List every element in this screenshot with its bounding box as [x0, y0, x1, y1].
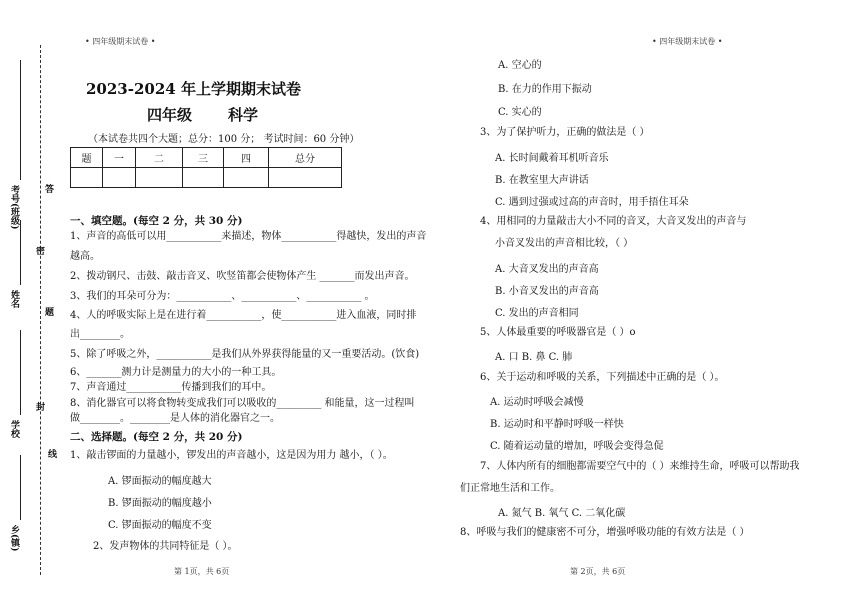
choice-options-7[interactable]: A. 氮气 B. 氧气 C. 二氧化碳 — [498, 508, 626, 519]
page-header-right: • 四年级期末试卷 • — [652, 37, 723, 46]
fill-question: 2、拨动钢尺、击鼓、敲击音叉、吹竖笛都会使物体产生 _______而发出声音。 — [70, 271, 415, 282]
choice-option[interactable]: B. 运动时和平静时呼吸一样快 — [490, 419, 624, 430]
binding-label-exam-no: 考号(班级) — [9, 185, 19, 230]
fill-question: 4、人的呼吸实际上是在进行着___________，使___________进入血液，同时排 — [70, 310, 417, 321]
binding-mark-da: 答 — [45, 185, 55, 195]
choice-question-3: 3、为了保护听力，正确的做法是（ ） — [480, 127, 650, 138]
fill-question: 7、声音通过___________传播到我们的耳中。 — [70, 382, 272, 393]
binding-label-town: 乡(镇) — [9, 525, 19, 552]
binding-mark-xian: 线 — [48, 450, 58, 460]
score-header-2: 二 — [136, 148, 183, 168]
choice-question-4-cont: 小音叉发出的声音相比较，（ ） — [495, 238, 634, 249]
choice-option[interactable]: B. 小音叉发出的声音高 — [495, 286, 599, 297]
choice-question-2: 2、发声物体的共同特征是（ ）。 — [93, 541, 238, 552]
choice-question-5: 5、人体最重要的呼吸器官是（ ）o — [480, 327, 636, 338]
choice-question-4: 4、用相同的力量敲击大小不同的音叉，大音叉发出的声音与 — [480, 216, 747, 227]
section2-title: 二、选择题。(每空 2 分，共 20 分) — [70, 431, 243, 443]
score-header-1: 一 — [103, 148, 136, 168]
score-cell[interactable] — [71, 168, 103, 188]
exam-grade: 四年级 — [147, 106, 193, 124]
choice-option[interactable]: A. 锣面振动的幅度越大 — [108, 476, 212, 487]
binding-blank-3 — [20, 330, 21, 415]
page-footer-right: 第 2页，共 6页 — [570, 567, 626, 576]
score-cell[interactable] — [136, 168, 183, 188]
binding-label-school: 学校 — [9, 420, 19, 438]
exam-info: （本试卷共四个大题；总分：100 分； 考试时间：60 分钟） — [88, 134, 360, 145]
score-table — [70, 147, 342, 188]
score-cell[interactable] — [269, 168, 342, 188]
choice-question-6: 6、关于运动和呼吸的关系，下列描述中正确的是（ ）。 — [480, 372, 725, 383]
score-header-3: 三 — [183, 148, 224, 168]
score-header-4: 四 — [224, 148, 269, 168]
fill-question: 3、我们的耳朵可分为：___________、___________、___________ 。 — [70, 291, 375, 302]
binding-mark-ti: 题 — [45, 308, 55, 318]
page-header-left: • 四年级期末试卷 • — [85, 37, 156, 46]
exam-subject: 科学 — [228, 106, 259, 124]
fill-question: 做________。________是人体的消化器官之一。 — [70, 413, 280, 424]
score-cell[interactable] — [224, 168, 269, 188]
binding-mark-feng: 封 — [36, 403, 46, 413]
choice-option[interactable]: C. 随着运动量的增加，呼吸会变得急促 — [490, 441, 664, 452]
fill-question: 8、消化器官可以将食物转变成我们可以吸收的_________ 和能量，这一过程叫 — [70, 398, 415, 409]
choice-question-7: 7、人体内所有的细胞都需要空气中的（ ）来维持生命，呼吸可以帮助我 — [480, 461, 800, 472]
choice-option[interactable]: C. 实心的 — [498, 107, 542, 118]
fill-question: 越高。 — [70, 251, 100, 262]
fill-question: 出________。 — [70, 329, 130, 340]
choice-question-1: 1、敲击锣面的力量越小，锣发出的声音越小，这是因为用力 越小，（ ）。 — [70, 450, 393, 461]
fill-question: 1、声音的高低可以用___________来描述，物体___________得越快，发出的声音 — [70, 231, 427, 242]
page-footer-left: 第 1页，共 6页 — [174, 567, 230, 576]
choice-option[interactable]: C. 发出的声音相同 — [495, 308, 579, 319]
binding-blank-2 — [20, 220, 21, 285]
section1-title: 一、填空题。(每空 2 分，共 30 分) — [70, 215, 243, 227]
choice-option[interactable]: C. 锣面振动的幅度不变 — [108, 520, 212, 531]
choice-option[interactable]: A. 运动时呼吸会减慢 — [490, 397, 584, 408]
score-header-total: 总分 — [269, 148, 342, 168]
choice-option[interactable]: A. 长时间戴着耳机听音乐 — [495, 153, 609, 164]
binding-blank-4 — [20, 455, 21, 520]
choice-option[interactable]: A. 大音叉发出的声音高 — [495, 264, 599, 275]
choice-question-8: 8、呼吸与我们的健康密不可分，增强呼吸功能的有效方法是（ ） — [460, 527, 750, 538]
binding-blank-1 — [20, 60, 21, 180]
score-header-question: 题 — [71, 148, 103, 168]
binding-line — [40, 45, 41, 575]
choice-option[interactable]: A. 空心的 — [498, 60, 542, 71]
score-cell[interactable] — [183, 168, 224, 188]
exam-title: 2023-2024 年上学期期末试卷 — [86, 80, 301, 98]
score-cell[interactable] — [103, 168, 136, 188]
choice-options-5[interactable]: A. 口 B. 鼻 C. 肺 — [495, 352, 573, 363]
choice-option[interactable]: B. 锣面振动的幅度越小 — [108, 498, 212, 509]
choice-question-7-cont: 们正常地生活和工作。 — [460, 483, 560, 494]
binding-label-name: 姓名 — [9, 290, 19, 308]
choice-option[interactable]: B. 在力的作用下振动 — [498, 84, 592, 95]
fill-question: 6、_______测力计是测量力的大小的一种工具。 — [70, 367, 282, 378]
fill-question: 5、除了呼吸之外，___________是我们从外界获得能量的又一重要活动。(饮食) — [70, 349, 420, 360]
choice-option[interactable]: C. 遇到过强或过高的声音时，用手捂住耳朵 — [495, 197, 689, 208]
binding-mark-mi: 密 — [36, 247, 46, 257]
choice-option[interactable]: B. 在教室里大声讲话 — [495, 175, 589, 186]
